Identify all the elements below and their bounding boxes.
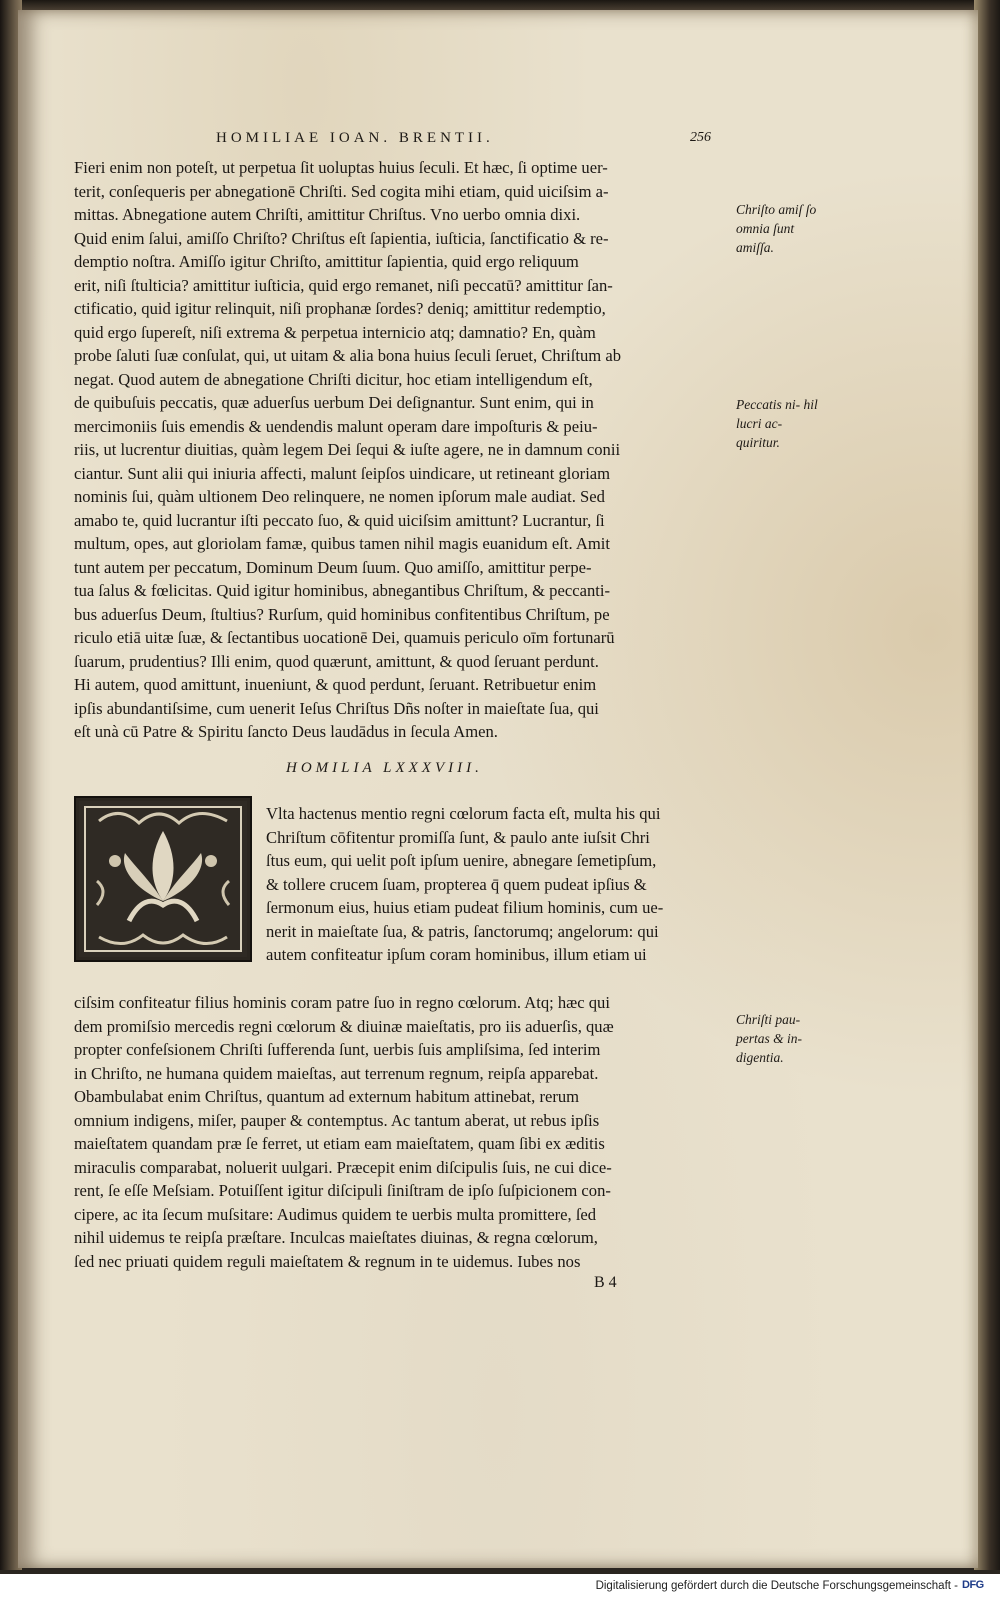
text-line: omnium indigens, miſer, pauper & contemptus. Ac tantum aberat, ut rebus ipſis [74, 1110, 600, 1130]
text-line: maieſtatem quandam præ ſe ferret, ut etiam eam maieſtatem, quam ſibi ex æditis [74, 1134, 605, 1153]
text-line: ſed nec priuati quidem reguli maieſtatem & regnum in te uidemus. Iubes nos [74, 1251, 581, 1271]
text-line: terit, conſequeris per abnegationē Chriſti. Sed cogita mihi etiam, quid uiciſsim a- [74, 181, 609, 201]
text-line: Vlta hactenus mentio regni cœlorum facta eſt, multa his qui [266, 804, 661, 823]
section-two-beside-initial [266, 802, 724, 967]
text-line: ipſis abundantiſsime, cum uenerit Ieſus Chriſtus Dñs noſter in maieſtate ſua, qui [74, 698, 599, 718]
footer-credit: Digitalisierung gefördert durch die Deutsche Forschungsgemeinschaft - [595, 1580, 958, 1592]
text-line: riculo etiā uitæ ſuæ, & ſectantibus uocationē Dei, quamuis periculo oīm fortunarū [74, 628, 615, 647]
dfg-logo: DFG [962, 1579, 984, 1591]
text-line: demptio noſtra. Amiſſo igitur Chriſto, amittitur ſapientia, quid ergo reliquum [74, 252, 579, 271]
text-line: bus aduerſus Deum, ſtultius? Rurſum, quid hominibus confitentibus Chriſtum, pe [74, 604, 610, 624]
signature-mark: B 4 [594, 1274, 617, 1291]
text-line: ſermonum eius, huius etiam pudeat filium hominis, cum ue- [266, 898, 664, 917]
text-line: Chriſtum cōfitentur promiſſa ſunt, & paulo ante iuſsit Chri [266, 827, 650, 847]
text-line: negat. Quod autem de abnegatione Chriſti dicitur, hoc etiam intelligendum eſt, [74, 369, 593, 389]
marginal-note-sin-no-gain: Peccatis ni- hil lucri ac- quiritur. [736, 397, 818, 450]
text-line: ctificatio, quid igitur relinquit, niſi prophanæ ſordes? deniq; amittitur redemptio, [74, 299, 606, 318]
text-line: autem confiteatur ipſum coram hominibus, illum etiam ui [266, 945, 647, 964]
text-line: ciſsim confiteatur filius hominis coram patre ſuo in regno cœlorum. Atq; hæc qui [74, 993, 610, 1012]
homily-title: HOMILIA LXXXVIII. [286, 760, 483, 776]
text-line: cipere, ac ita ſecum muſsitare: Audimus quidem te uerbis multa promittere, ſed [74, 1204, 597, 1224]
text-line: Hi autem, quod amittunt, inueniunt, & quod perdunt, ſeruant. Retribuetur enim [74, 675, 597, 694]
text-line: Obambulabat enim Chriſtus, quantum ad externum habitum attinebat, rerum [74, 1087, 580, 1106]
running-head: HOMILIAE IOAN. BRENTII. [216, 130, 494, 146]
marginal-note-christ-lost: Chriſto amiſ ſo omnia ſunt amiſſa. [736, 202, 817, 255]
text-line: nerit in maieſtate ſua, & patris, ſanctorumq; angelorum: qui [266, 921, 659, 941]
woodcut-initial-m [74, 796, 252, 962]
text-line: nihil uidemus te reipſa præſtare. Inculcas maieſtates diuinas, & regna cœlorum, [74, 1228, 598, 1247]
text-line: mittas. Abnegatione autem Chriſti, amittitur Chriſtus. Vno uerbo omnia dixi. [74, 205, 581, 224]
text-line: de quibuſuis peccatis, quæ aduerſus uerbum Dei deſignantur. Sunt enim, qui in [74, 393, 594, 412]
text-line: erit, niſi ſtulticia? amittitur iuſticia, quid ergo remanet, niſi peccatū? amittitur ſan- [74, 275, 613, 295]
text-line: riis, ut lucrentur diuitias, quàm legem Dei ſequi & iuſte agere, ne in damnum conii [74, 440, 621, 459]
text-line: ciantur. Sunt alii qui iniuria affecti, malunt ſeipſos uindicare, ut retineant gloriam [74, 463, 611, 483]
text-line: amabo te, quid lucrantur iſti peccato ſuo, & quid uiciſsim amittunt? Lucrantur, ſi [74, 510, 605, 530]
text-line: rent, ſe eſſe Meſsiam. Potuiſſent igitur diſcipuli ſiniſtram de ipſo ſuſpicionem con- [74, 1181, 611, 1200]
text-line: & tollere crucem ſuam, propterea q̄ quem pudeat ipſius & [266, 874, 647, 894]
section-one-text [74, 156, 724, 744]
text-line: ſuarum, prudentius? Illi enim, quod quærunt, amittunt, & quod ſeruant perdunt. [74, 651, 599, 671]
book-page [18, 10, 978, 1568]
text-line: tunt autem per peccatum, Dominum Deum ſuum. Quo amiſſo, amittitur perpe- [74, 557, 592, 577]
text-line: dem promiſsio mercedis regni cœlorum & diuinæ maieſtatis, pro iis aduerſis, quæ [74, 1016, 614, 1036]
text-line: eſt unà cū Patre & Spiritu ſancto Deus laudādus in ſecula Amen. [74, 722, 498, 741]
text-line: mercimoniis ſuis emendis & uendendis malunt operam dare impoſturis & peiu- [74, 416, 598, 436]
folio-number: 256 [690, 130, 711, 145]
text-line: Fieri enim non poteſt, ut perpetua ſit uoluptas huius ſeculi. Et hæc, ſi optime uer- [74, 158, 608, 177]
marginal-note-christ-poverty: Chriſti pau- pertas & in- digentia. [736, 1012, 802, 1065]
text-line: quid ergo ſupereſt, niſi extrema & perpetua internicio atq; damnatio? En, quàm [74, 322, 596, 342]
text-line: multum, opes, aut gloriolam famæ, quibus tamen nihil magis euanidum eſt. Amit [74, 534, 611, 553]
text-line: Quid enim ſalui, amiſſo Chriſto? Chriſtus eſt ſapientia, iuſticia, ſanctificatio & re- [74, 228, 609, 248]
text-line: nominis ſui, quàm ultionem Deo relinquere, ne nomen ipſorum male audiat. Sed [74, 487, 605, 506]
text-line: ſtus eum, qui uelit poſt ipſum uenire, abnegare ſemetipſum, [266, 851, 657, 870]
text-line: miraculis comparabat, noluerit uulgari. Præcepit enim diſcipulis ſuis, ne cui dice- [74, 1157, 612, 1177]
text-line: probe ſaluti ſuæ conſulat, qui, ut uitam & alia bona huius ſeculi ſeruet, Chriſtum ab [74, 346, 622, 365]
show-through-text [96, 1296, 656, 1328]
section-two-text [74, 991, 724, 1273]
text-line: propter confeſsionem Chriſti ſufferenda ſunt, uerbis ſuis ampliſsima, ſed interim [74, 1040, 601, 1059]
text-line: in Chriſto, ne humana quidem maieſtas, aut terrenum regnum, reipſa apparebat. [74, 1063, 599, 1083]
text-line: tua ſalus & fœlicitas. Quid igitur hominibus, abnegantibus Chriſtum, & peccanti- [74, 581, 610, 600]
decorated-initial-icon [79, 801, 247, 957]
